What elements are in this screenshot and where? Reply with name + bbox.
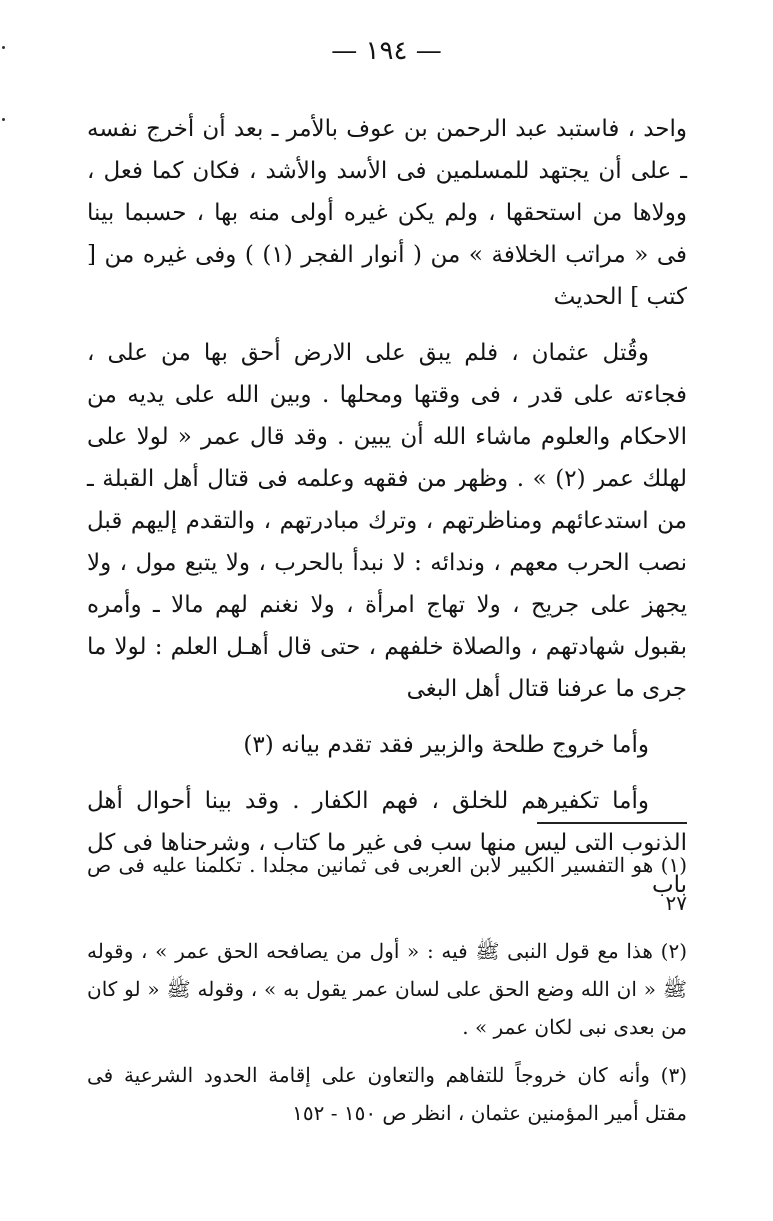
paragraph: وأما خروج طلحة والزبير فقد تقدم بيانه (٣) bbox=[243, 732, 649, 758]
paragraph: وقُتل عثمان ، فلم يبق على الارض أحق بها من على ، فجاءته على قدر ، فى وقتها ومحلها . وبين الله على يديه من الاحكام والعلوم ماشاء الله أن يبين . وقد قال عمر « لولا على لهلك عمر (٢) » . وظهر من فقهه وعلمه فى قتال أهل القبلة ـ من استدعائهم ومناظرتهم ، وترك مبادرتهم ، والتقدم إليهم قبل نصب الحرب معهم ، وندائه : لا نبدأ بالحرب ، ولا يتبع مول ، ولا يجهز على جريح ، ولا تهاج امرأة ، ولا نغنم لهم مالا ـ وأمره بقبول شهادتهم ، والصلاة خلفهم ، حتى قال أهـل العلم : لولا ما جرى ما عرفنا قتال أهل البغى bbox=[87, 340, 687, 702]
scan-speck bbox=[2, 118, 5, 121]
main-text bbox=[87, 108, 687, 920]
paragraph: واحد ، فاستبد عبد الرحمن بن عوف بالأمر ـ بعد أن أخرج نفسه ـ على أن يجتهد للمسلمين فى الأسد والأشد ، فكان كما فعل ، وولاها من استحقها ، ولم يكن غيره أولى منه بها ، حسبما بينا فى « مراتب الخلافة » من ( أنوار الفجر (١) ) وفى غيره من [ كتب ] الحديث bbox=[87, 116, 687, 310]
footnote: (٢) هذا مع قول النبى ﷺ فيه : « أول من يصافحه الحق عمر » ، وقوله ﷺ « ان الله وضع الحق على لسان عمر يقول به » ، وقوله ﷺ « لو كان من بعدى نبى لكان عمر » . bbox=[87, 939, 687, 1039]
footnote-separator bbox=[537, 822, 687, 824]
footnote: (١) هو التفسير الكبير لابن العربى فى ثمانين مجلدا . تكلمنا عليه فى ص ٢٧ bbox=[87, 853, 687, 915]
footnote: (٣) وأنه كان خروجاً للتفاهم والتعاون على إقامة الحدود الشرعية فى مقتل أمير المؤمنين عثمان ، انظر ص ١٥٠ - ١٥٢ bbox=[87, 1063, 687, 1125]
paragraph: وأما تكفيرهم للخلق ، فهم الكفار . وقد بينا أحوال أهل الذنوب التى ليس منها سب فى غير ما كتاب ، وشرحناها فى كل باب bbox=[87, 788, 687, 898]
page-number: — ١٩٤ — bbox=[331, 36, 442, 66]
footnotes bbox=[87, 846, 687, 1142]
